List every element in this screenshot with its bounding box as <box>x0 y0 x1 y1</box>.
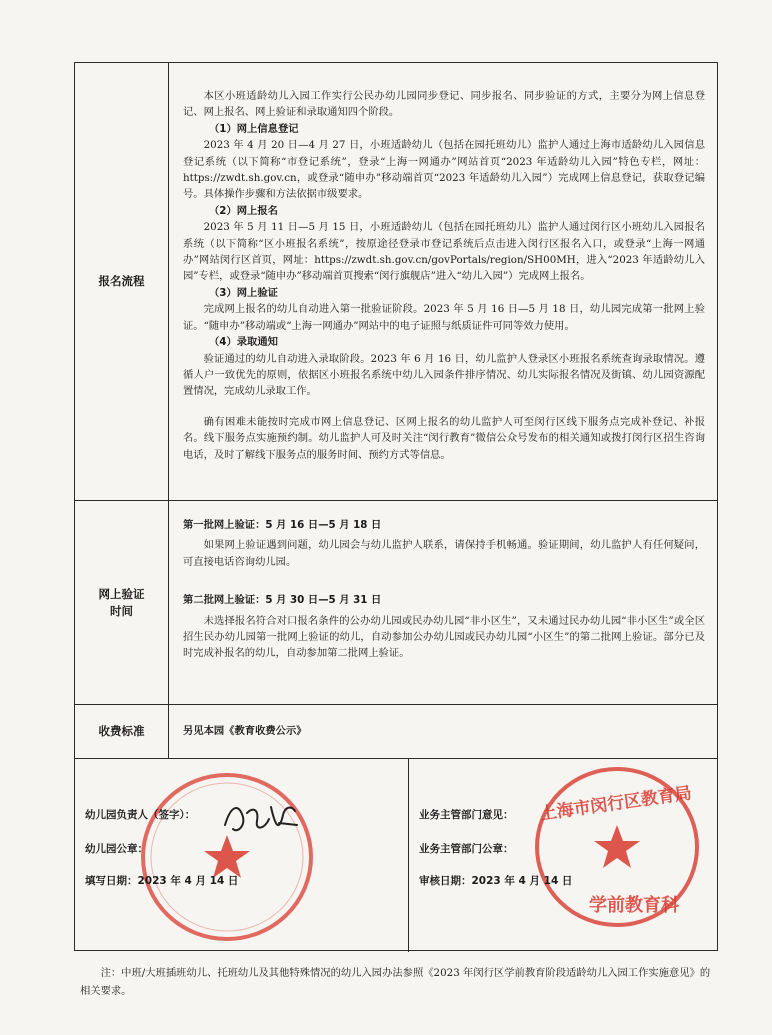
row-label-verification <box>75 501 169 704</box>
row-verification <box>75 501 717 705</box>
step-3-text: 完成网上报名的幼儿自动进入第一批验证阶段。2023 年 5 月 16 日—5 月 18 日，幼儿园完成第一批网上验证。“随申办”移动端或“上海一网通办”网站中的电子证照与纸质证件可同等效力使用。 <box>183 303 705 332</box>
principal-signature-icon <box>221 795 301 843</box>
kindergarten-seal-label: 幼儿园公章： <box>85 843 148 855</box>
batch2-title: 第二批网上验证：5 月 30 日—5 月 31 日 <box>183 594 382 607</box>
spacer <box>183 570 705 592</box>
verification-label-line1: 网上验证 <box>98 586 145 601</box>
department-sign-block <box>409 759 717 952</box>
footnote: 注：中班/大班插班幼儿、托班幼儿及其他特殊情况的幼儿入园办法参照《2023 年闵行区学前教育阶段适龄幼儿入园工作实施意见》的相关要求。 <box>80 967 711 997</box>
step-4-title: （4）录取通知 <box>209 336 278 349</box>
row-label-registration: 报名流程 <box>75 63 169 500</box>
department-seal-label: 业务主管部门公章： <box>419 843 514 855</box>
row-signatures <box>75 759 717 952</box>
department-seal-text-bottom: 学前教育科 <box>589 895 679 916</box>
registration-content <box>169 63 717 500</box>
batch1-text: 如果网上验证遇到问题，幼儿园会与幼儿监护人联系，请保持手机畅通。验证期间，幼儿监护人有任何疑问，可直接电话咨询幼儿园。 <box>183 539 705 568</box>
spacer <box>183 400 705 414</box>
row-registration <box>75 63 717 501</box>
form-table <box>74 62 718 951</box>
registration-intro: 本区小班适龄幼儿入园工作实行公民办幼儿园同步登记、同步报名、同步验证的方式，主要分为网上信息登记、网上报名、网上验证和录取通知四个阶段。 <box>183 90 705 119</box>
department-review-date: 审核日期：2023 年 4 月 14 日 <box>419 875 573 887</box>
row-fees <box>75 705 717 759</box>
step-2-text: 2023 年 5 月 11 日—5 月 15 日，小班适龄幼儿（包括在园托班幼儿）监护人通过闵行区小班幼儿入园报名系统（以下简称“区小班报名系统”，按原途径登录市登记系统后点击进入闵行区报名入口，或登录“上海一网通办”网站闵行区首页，网址：https://zwdt.sh.gov.cn/govPortals/region/SH00MH，进入“2023 年适龄幼儿入园”专栏，或登录“随申办”移动端首页搜索“闵行旗舰店”进入“幼儿入园”）完成网上报名。 <box>183 221 705 283</box>
verification-content <box>169 501 717 704</box>
kindergarten-sign-block <box>75 759 409 952</box>
step-1-title: （1）网上信息登记 <box>209 122 299 135</box>
batch1-title: 第一批网上验证：5 月 16 日—5 月 18 日 <box>183 519 382 531</box>
step-4-text: 验证通过的幼儿自动进入录取阶段。2023 年 6 月 16 日，幼儿监护人登录区小班报名系统查询录取情况。遵循人户一致优先的原则，依据区小班报名系统中幼儿入园条件排序情况、幼儿实际报名情况及街镇、幼儿园资源配置情况，完成幼儿录取工作。 <box>183 352 705 398</box>
department-opinion-label: 业务主管部门意见： <box>419 809 514 821</box>
step-2-title: （2）网上报名 <box>209 204 278 217</box>
registration-closing: 确有困难未能按时完成市网上信息登记、区网上报名的幼儿监护人可至闵行区线下服务点完成补登记、补报名。线下服务点实施预约制。幼儿监护人可及时关注“闵行教育”微信公众号发布的相关通知或拨打闵行区招生咨询电话，及时了解线下服务点的服务时间、预约方式等信息。 <box>183 415 705 461</box>
fees-text: 另见本园《教育收费公示》 <box>183 725 307 738</box>
step-3-title: （3）网上验证 <box>209 286 278 299</box>
department-seal-text-top: 上海市闵行区教育局 <box>538 783 693 825</box>
fees-content <box>169 705 717 758</box>
step-1-text: 2023 年 4 月 20 日—4 月 27 日，小班适龄幼儿（包括在园托班幼儿）监护人通过上海市适龄幼儿入园信息登记系统（以下简称“市登记系统”，登录“上海一网通办”网站首页“2023 年适龄幼儿入园”特色专栏，网址：https://zwdt.sh.gov.cn，或登录“随申办”移动端首页“2023 年适龄幼儿入园”）完成网上信息登记，获取登记编号。具体操作步骤和方法依据市级要求。 <box>183 139 705 201</box>
kindergarten-fill-date: 填写日期：2023 年 4 月 14 日 <box>85 875 239 887</box>
principal-label: 幼儿园负责人（签字）： <box>85 809 196 821</box>
batch2-text: 未选择报名符合对口报名条件的公办幼儿园或民办幼儿园“非小区生”，又未通过民办幼儿园“非小区生”或全区招生民办幼儿园第一批网上验证的幼儿，自动参加公办幼儿园或民办幼儿园“小区生”的第二批网上验证。部分已及时完成补报名的幼儿，自动参加第二批网上验证。 <box>183 614 705 660</box>
verification-label-line2: 时间 <box>110 603 133 618</box>
row-label-fees: 收费标准 <box>75 705 169 758</box>
